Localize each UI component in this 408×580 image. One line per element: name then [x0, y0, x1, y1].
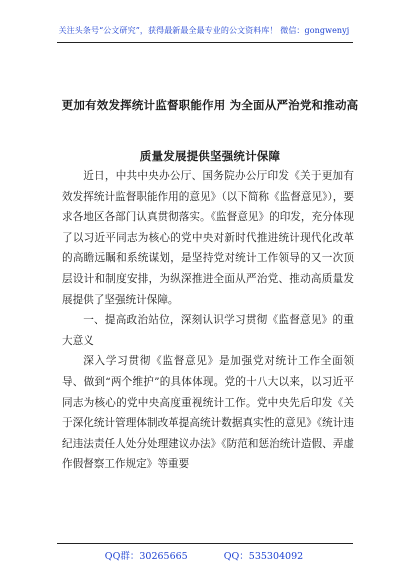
footer-qq: QQ：535304092	[223, 551, 304, 562]
body-paragraph: 深入学习贯彻《监督意见》是加强党对统计工作全面领导、做到“两个维护”的具体体现。党的十八大以来，以习近平同志为核心的党中央高度重视统计工作。党中央先后印发《关于深化统计管理体制改革提高统计数据真实性的意见》《统计违纪违法责任人处分处理建议办法》《防范和惩治统计造假、弄虚作假督察工作规定》等重要	[62, 355, 354, 471]
document-body	[62, 166, 354, 475]
footer-qq-group: QQ群：30265665	[104, 551, 188, 562]
document-title-line-2: 质量发展提供坚强统计保障	[139, 149, 281, 163]
footer	[0, 548, 408, 562]
document-title-line-1: 更加有效发挥统计监督职能作用 为全面从严治党和推动高	[61, 98, 359, 112]
footer-divider	[57, 543, 353, 544]
section-heading: 一、提高政治站位，深刻认识学习贯彻《监督意见》的重大意义	[62, 314, 354, 347]
header-note: 关注头条号“公文研究”，获得最新最全最专业的公文资料库！ 微信：gongwenyj	[58, 26, 350, 35]
body-paragraph: 近日，中共中央办公厅、国务院办公厅印发《关于更加有效发挥统计监督职能作用的意见》（以下简称《监督意见》），要求各地区各部门认真贯彻落实。《监督意见》的印发，充分体现了以习近平同志为核心的党中央对新时代推进统计现代化改革的高瞻远瞩和系统谋划，是坚持党对统计工作领导的又一次顶层设计和制度安排，为纵深推进全面从严治党、推动高质量发展提供了坚强统计保障。	[62, 170, 354, 306]
header-divider	[57, 42, 353, 43]
